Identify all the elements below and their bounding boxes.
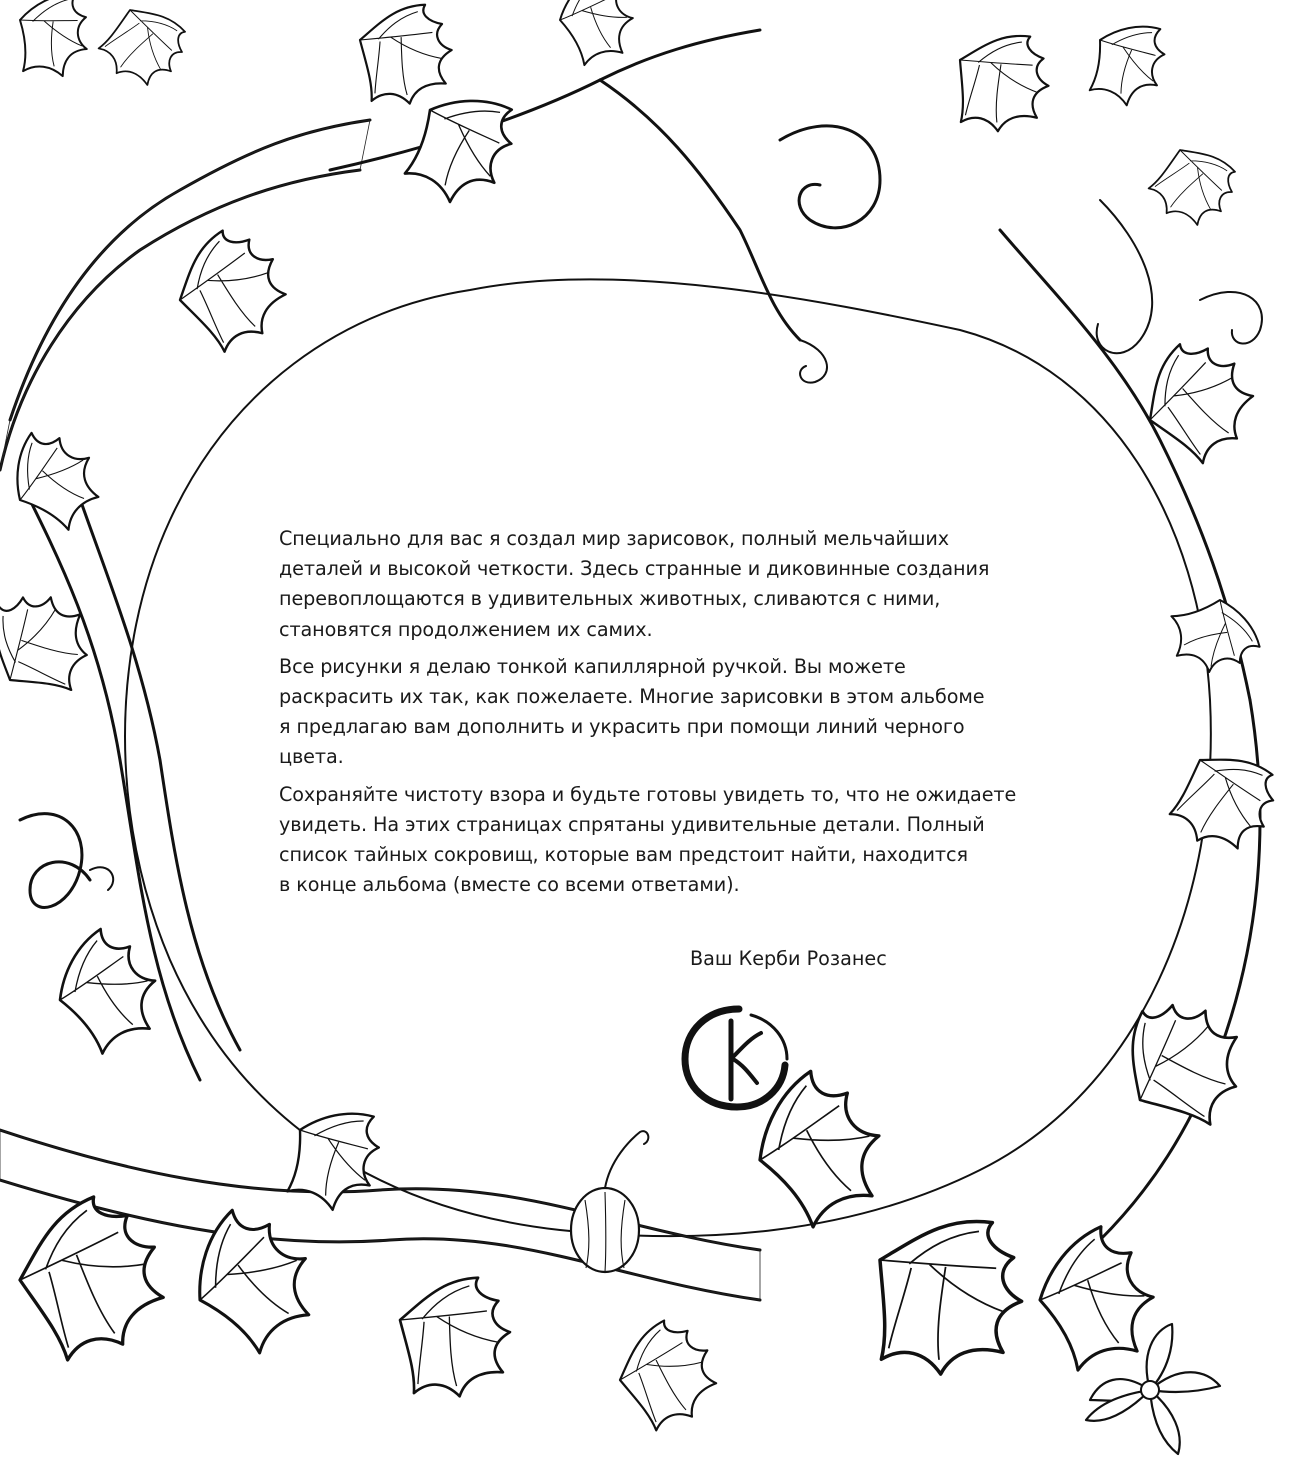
intro-text (279, 524, 1079, 900)
intro-paragraph-2: Все рисунки я делаю тонкой капиллярной ручкой. Вы можете раскрасить их так, как пожелаете. Многие зарисовки в этом альбоме я предлагаю вам дополнить и украсить при помощи линий черного цвета. (279, 654, 985, 769)
intro-paragraph-3: Сохраняйте чистоту взора и будьте готовы увидеть то, что не ожидаете увидеть. На этих страницах спрятаны удивительные детали. Полный список тайных сокровищ, которые вам предстоит найти, находится в конце альбома (вместе со всеми ответами). (279, 782, 1017, 897)
author-signature: Ваш Керби Розанес (690, 947, 887, 970)
kr-monogram-icon (677, 1003, 791, 1113)
intro-paragraph-1: Специально для вас я создал мир зарисовок, полный мельчайших деталей и высокой четкости. Здесь странные и диковинные создания перевоплощаются в удивительных животных, сливаются с ними, становятся продолжением их самих. (279, 527, 990, 641)
